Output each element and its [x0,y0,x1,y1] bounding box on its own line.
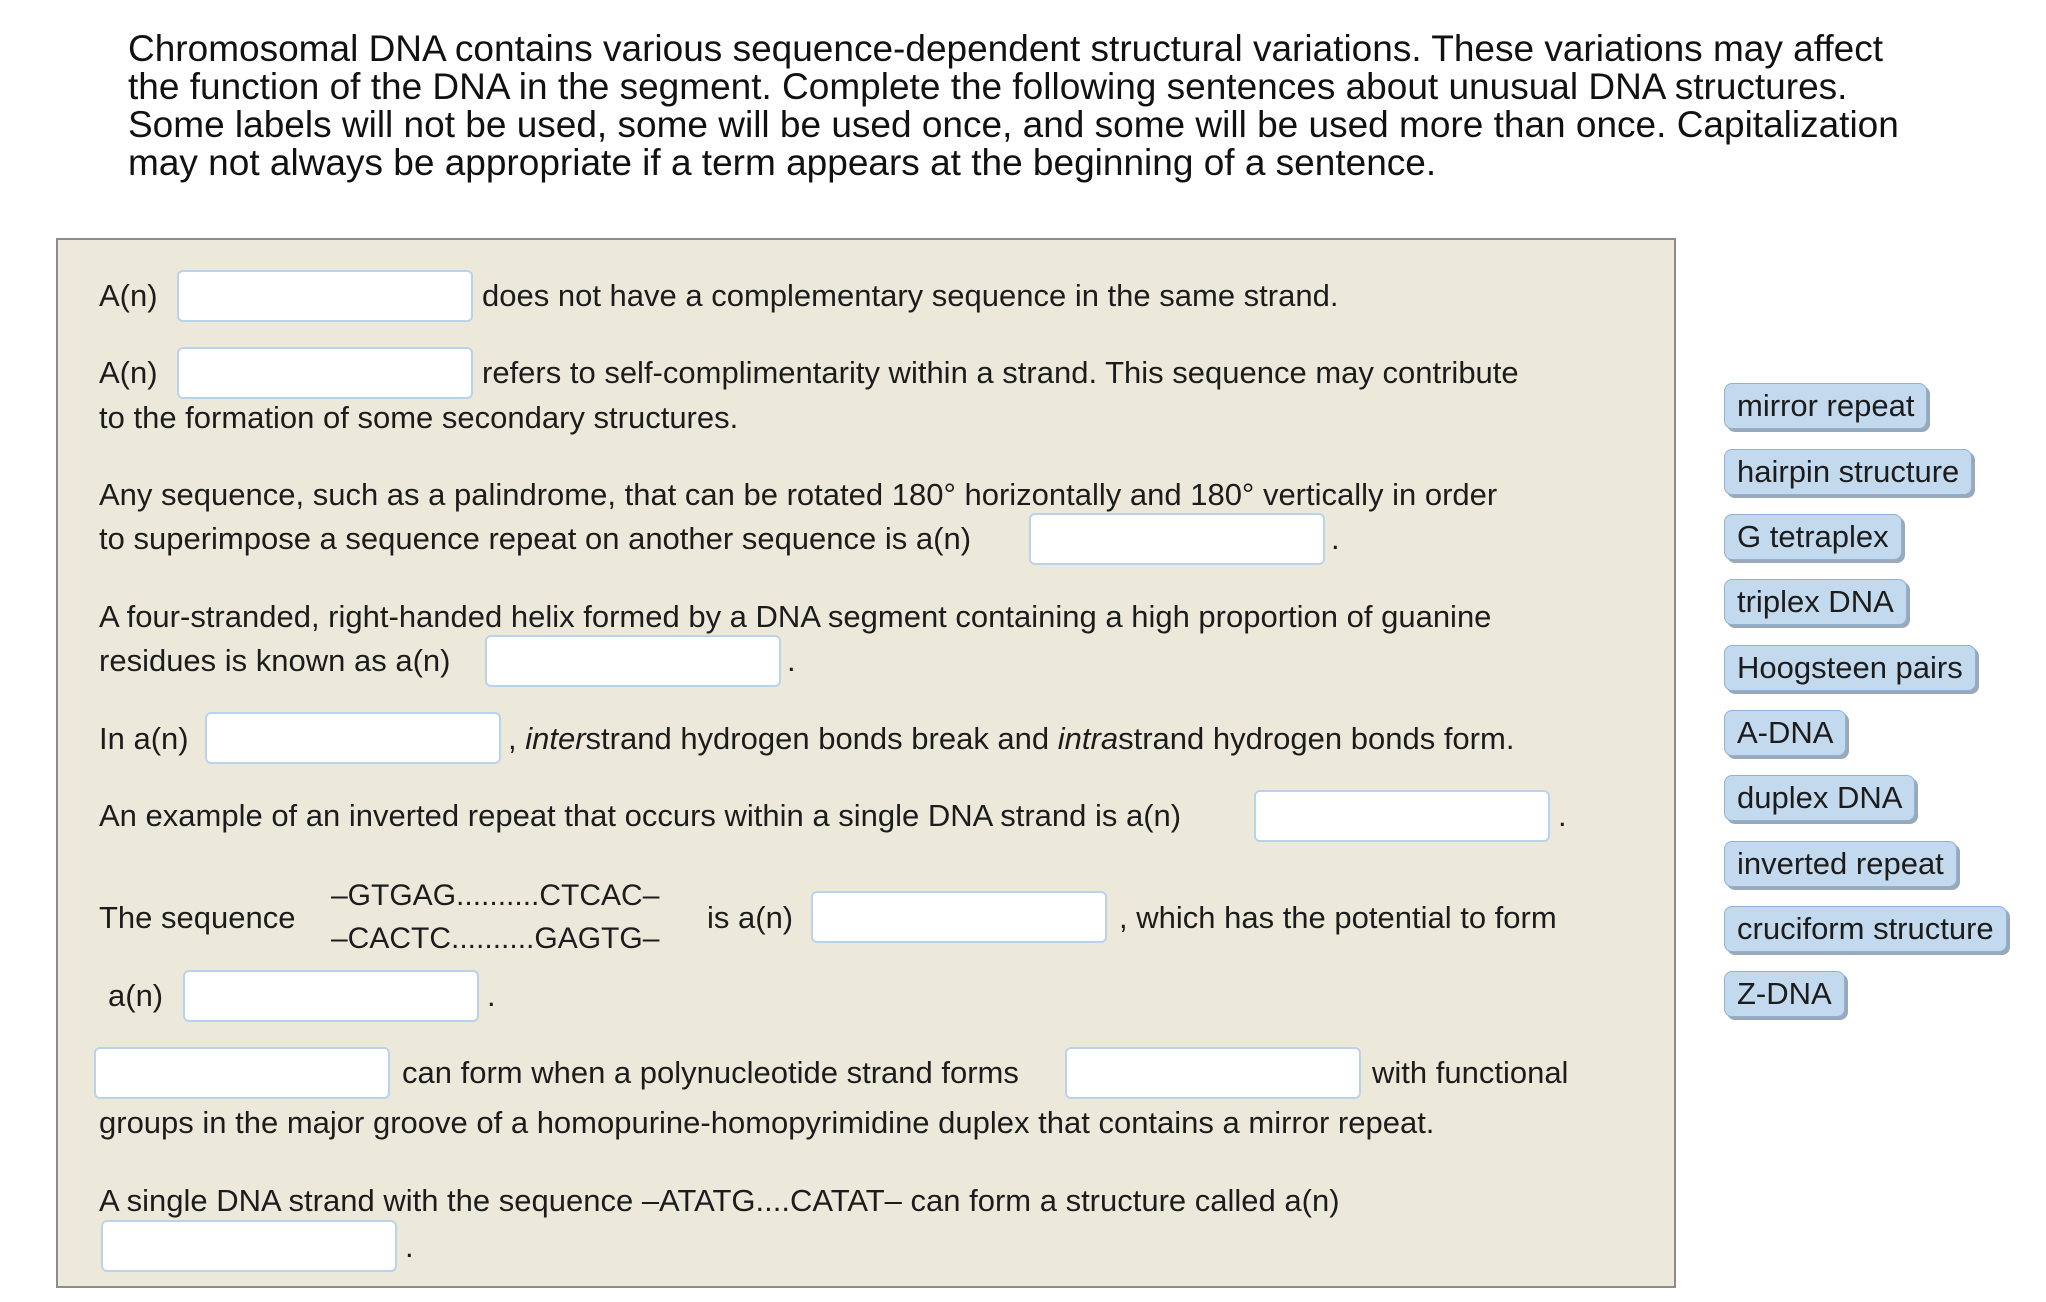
drop-target-q6[interactable] [1254,790,1550,842]
sequence-bottom-strand: –CACTC..........GAGTG– [331,922,660,955]
drop-target-q2[interactable] [177,347,473,399]
q7-period: . [487,978,496,1013]
label-chip[interactable]: A-DNA [1724,710,1846,756]
label-chip[interactable]: duplex DNA [1724,775,1915,821]
instructions-line: the function of the DNA in the segment. Complete the following sentences about unusual DNA structures. [128,66,1848,107]
q2-text: refers to self-complimentarity within a strand. This sequence may contribute [482,355,1519,390]
q6-period: . [1558,798,1567,833]
q8-mid: can form when a polynucleotide strand forms [402,1055,1019,1090]
sequence-top-strand: –GTGAG..........CTCAC– [331,879,660,912]
q5-text: , interstrand hydrogen bonds break and intrastrand hydrogen bonds form. [508,721,1515,756]
q7-text: , which has the potential to form [1119,900,1557,935]
drop-target-q7b[interactable] [183,970,479,1022]
drop-target-q9[interactable] [101,1220,397,1272]
instructions-line: Some labels will not be used, some will be used once, and some will be used more than once. Capitalization [128,104,1899,145]
q4-period: . [787,643,796,678]
label-chip[interactable]: cruciform structure [1724,906,2007,952]
q2-text-line2: to the formation of some secondary structures. [99,400,739,435]
q3-text-line2: to superimpose a sequence repeat on another sequence is a(n) [99,521,972,556]
label-chip[interactable]: hairpin structure [1724,449,1972,495]
label-chip[interactable]: Hoogsteen pairs [1724,645,1976,691]
q1-prefix: A(n) [99,278,158,313]
drop-target-q4[interactable] [485,635,781,687]
q8-text: with functional [1372,1055,1569,1090]
drop-target-q1[interactable] [177,270,473,322]
q7-prefix: The sequence [99,900,296,935]
label-chip[interactable]: mirror repeat [1724,383,1927,429]
label-chip[interactable]: triplex DNA [1724,579,1907,625]
q1-text: does not have a complementary sequence in the same strand. [482,278,1339,313]
instructions-line: Chromosomal DNA contains various sequence-dependent structural variations. These variations may affect [128,28,1883,69]
label-chip[interactable]: inverted repeat [1724,841,1957,887]
q9-text: A single DNA strand with the sequence –ATATG....CATAT– can form a structure called a(n) [99,1183,1340,1218]
label-chip[interactable]: G tetraplex [1724,514,1902,560]
q7-prefix-line2: a(n) [108,978,164,1013]
q3-period: . [1331,521,1340,556]
instructions-line: may not always be appropriate if a term appears at the beginning of a sentence. [128,142,1437,183]
drop-target-q5[interactable] [205,712,501,764]
q4-text-line1: A four-stranded, right-handed helix formed by a DNA segment containing a high proportion of guanine [99,599,1492,634]
drop-target-q8b[interactable] [1065,1047,1361,1099]
drop-target-q3[interactable] [1029,513,1325,565]
drop-target-q7a[interactable] [811,891,1107,943]
label-chip[interactable]: Z-DNA [1724,971,1845,1017]
q9-period: . [405,1229,414,1264]
q4-text-line2: residues is known as a(n) [99,643,451,678]
instructions [128,30,1998,182]
question-panel [56,238,1676,1288]
q5-prefix: In a(n) [99,721,189,756]
drop-target-q8a[interactable] [94,1047,390,1099]
q3-text-line1: Any sequence, such as a palindrome, that can be rotated 180° horizontally and 180° vertically in order [99,477,1498,512]
q7-mid: is a(n) [707,900,794,935]
q2-prefix: A(n) [99,355,158,390]
q8-text-line2: groups in the major groove of a homopurine-homopyrimidine duplex that contains a mirror repeat. [99,1105,1435,1140]
q6-text: An example of an inverted repeat that occurs within a single DNA strand is a(n) [99,798,1182,833]
